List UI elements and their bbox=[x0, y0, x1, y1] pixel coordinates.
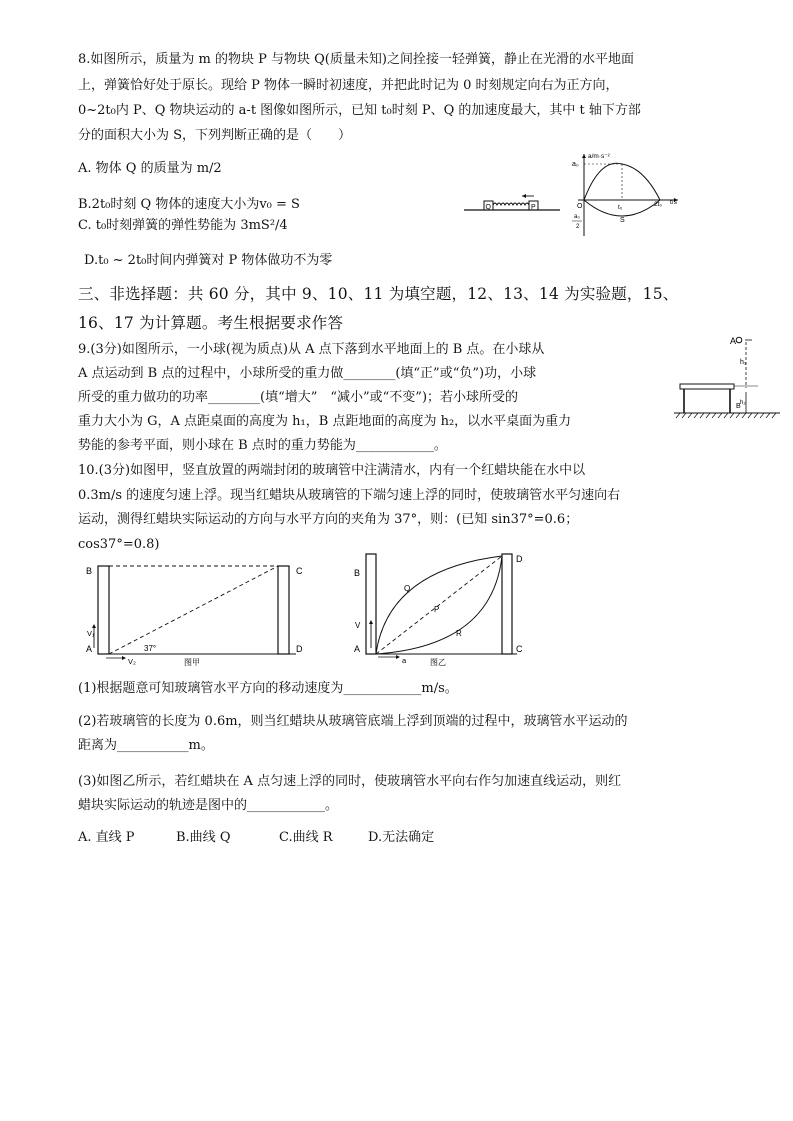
q10-line-4: cos37°=0.8) bbox=[78, 537, 160, 552]
fig-yi-label-v: V bbox=[355, 621, 361, 630]
q9-table-figure bbox=[672, 330, 784, 422]
fig-yi-label-p: P bbox=[434, 605, 440, 614]
section-heading-line-1: 三、非选择题：共 60 分，其中 9、10、11 为填空题，12、13、14 为实验题，15、 bbox=[78, 285, 679, 303]
q8-line-4: 分的面积大小为 S，下列判断正确的是（ ） bbox=[78, 128, 352, 143]
q10-option-d: D.无法确定 bbox=[368, 830, 435, 845]
q10-line-1: 10.(3分)如图甲，竖直放置的两端封闭的玻璃管中注满清水，内有一个红蜡块能在水中以 bbox=[78, 463, 586, 478]
fig-jia-angle: 37° bbox=[144, 644, 157, 653]
q10-sub-1: (1)根据题意可知玻璃管水平方向的移动速度为____________m/s。 bbox=[78, 681, 458, 696]
q8-block-p-label: P bbox=[531, 204, 536, 211]
fig-jia-caption: 图甲 bbox=[184, 658, 200, 667]
q8-graph-2t0: 2t₀ bbox=[654, 201, 663, 208]
fig-jia-label-b: B bbox=[86, 566, 93, 576]
q10-option-a: A. 直线 P bbox=[78, 830, 135, 845]
q8-spring-figure bbox=[462, 192, 562, 216]
fig-jia-label-a: A bbox=[86, 644, 93, 654]
q10-option-b: B.曲线 Q bbox=[176, 830, 231, 845]
q10-sub-2-line-2: 距离为___________m。 bbox=[78, 738, 214, 753]
fig-jia-label-v2: V₂ bbox=[128, 657, 136, 666]
q8-option-c: C. t₀时刻弹簧的弹性势能为 3mS²/4 bbox=[78, 218, 288, 233]
q9-fig-label-b: B bbox=[736, 403, 741, 410]
section-heading-line-2: 16、17 为计算题。考生根据要求作答 bbox=[78, 314, 344, 332]
q10-sub-3-line-1: (3)如图乙所示，若红蜡块在 A 点匀速上浮的同时，使玻璃管水平向右作匀加速直线运动，则红 bbox=[78, 774, 622, 789]
q8-option-b: B.2t₀时刻 Q 物体的速度大小为v₀ = S bbox=[78, 197, 300, 212]
q8-graph-neg-a0-den: 2 bbox=[576, 224, 580, 230]
q9-fig-label-h1: h₁ bbox=[740, 359, 747, 366]
fig-yi-label-q: Q bbox=[404, 584, 411, 593]
q8-line-1: 8.如图所示，质量为 m 的物块 P 与物块 Q(质量未知)之间拴接一轻弹簧，静止在光滑的水平地面 bbox=[78, 52, 634, 67]
q8-graph-origin: O bbox=[577, 203, 583, 210]
q8-graph-t-axis: t/s bbox=[670, 199, 677, 206]
q8-graph-s-label: S bbox=[620, 217, 625, 224]
q9-fig-label-h2: h₂ bbox=[740, 400, 746, 406]
q9-line-3: 所受的重力做功的功率________(填“增大” “减小”或“不变”)；若小球所受的 bbox=[78, 390, 519, 405]
q9-line-1: 9.(3分)如图所示，一小球(视为质点)从 A 点下落到水平地面上的 B 点。在小球从 bbox=[78, 342, 545, 357]
fig-yi-label-b: B bbox=[354, 568, 361, 578]
q8-block-q-label: Q bbox=[485, 204, 491, 211]
q8-graph-neg-a0: a₀ bbox=[574, 214, 580, 220]
q10-figure-yi bbox=[352, 548, 532, 672]
fig-jia-label-c: C bbox=[296, 566, 303, 576]
fig-yi-label-a-accel: a bbox=[402, 656, 407, 665]
fig-yi-label-c: C bbox=[516, 644, 523, 654]
fig-yi-label-r: R bbox=[456, 629, 462, 638]
q8-line-3: 0~2t₀内 P、Q 物块运动的 a-t 图像如图所示，已知 t₀时刻 P、Q 的加速度最大，其中 t 轴下方部 bbox=[78, 103, 641, 118]
q9-line-4: 重力大小为 G，A 点距桌面的高度为 h₁，B 点距地面的高度为 h₂，以水平桌面为重力 bbox=[78, 414, 572, 429]
q10-line-3: 运动，测得红蜡块实际运动的方向与水平方向的夹角为 37°，则：(已知 sin37°=0.6； bbox=[78, 512, 579, 527]
fig-yi-caption: 图乙 bbox=[430, 658, 446, 667]
q8-option-a: A. 物体 Q 的质量为 m/2 bbox=[78, 161, 222, 176]
fig-yi-label-d: D bbox=[516, 554, 523, 564]
q8-graph-a0: a₀ bbox=[572, 161, 579, 168]
q9-fig-label-a: A bbox=[730, 336, 737, 346]
q10-sub-2-line-1: (2)若玻璃管的长度为 0.6m，则当红蜡块从玻璃管底端上浮到顶端的过程中，玻璃管水平运动的 bbox=[78, 714, 628, 729]
q10-option-c: C.曲线 R bbox=[279, 830, 333, 845]
fig-jia-label-d: D bbox=[296, 644, 303, 654]
q9-line-5: 势能的参考平面，则小球在 B 点时的重力势能为____________。 bbox=[78, 438, 447, 453]
q10-figure-jia bbox=[84, 552, 310, 672]
q8-option-d: D.t₀ ~ 2t₀时间内弹簧对 P 物体做功不为零 bbox=[84, 253, 333, 268]
fig-jia-label-v1: V₁ bbox=[87, 629, 95, 638]
q8-graph-t0: t₀ bbox=[618, 204, 623, 211]
q8-graph-ylabel: a/m·s⁻² bbox=[588, 153, 610, 160]
q8-at-graph bbox=[570, 150, 686, 240]
q10-sub-3-line-2: 蜡块实际运动的轨迹是图中的____________。 bbox=[78, 798, 339, 813]
q9-line-2: A 点运动到 B 点的过程中，小球所受的重力做________(填“正”或“负”)功，小球 bbox=[78, 366, 537, 381]
fig-yi-label-a: A bbox=[354, 644, 361, 654]
q10-line-2: 0.3m/s 的速度匀速上浮。现当红蜡块从玻璃管的下端匀速上浮的同时，使玻璃管水平匀速向右 bbox=[78, 488, 621, 503]
q8-line-2: 上，弹簧恰好处于原长。现给 P 物体一瞬时初速度，并把此时记为 0 时刻规定向右为正方向， bbox=[78, 78, 619, 93]
